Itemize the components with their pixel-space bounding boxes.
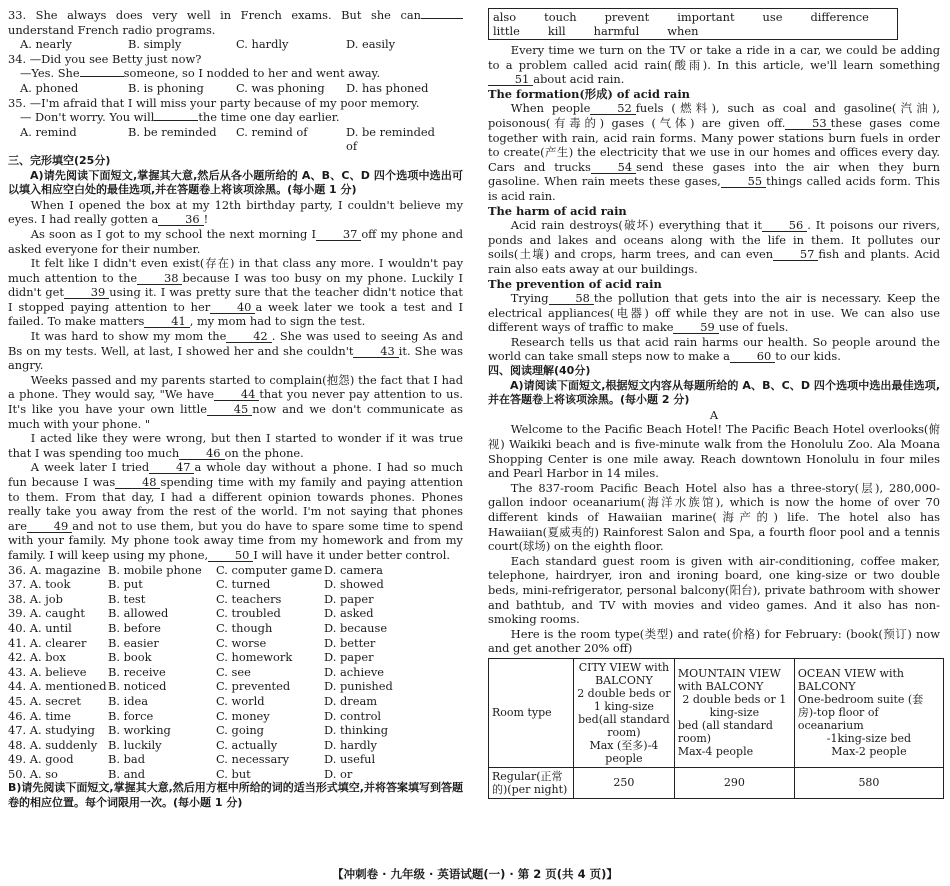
- blank-41: 41: [144, 315, 189, 328]
- option-row: [8, 752, 463, 767]
- word-box-item: difference: [810, 10, 869, 24]
- text: Research tells us that acid rain harms our health. So people around the world can take small steps now to make a: [488, 334, 940, 364]
- word-box-item: also: [493, 10, 517, 24]
- option-row: [8, 694, 463, 709]
- text: . It poisons our rivers, ponds and lakes and oceans along with the life in them. It pollutes our soils(土壤) and crops, harm trees, and can even: [488, 218, 940, 262]
- cloze-paragraph-3: [8, 256, 463, 329]
- option: B. put: [108, 577, 143, 592]
- option: 40. A. until: [8, 620, 72, 635]
- option: 48. A. suddenly: [8, 737, 98, 752]
- heading-harm: The harm of acid rain: [488, 203, 627, 218]
- option: D. hardly: [324, 737, 377, 752]
- word-box-item: kill: [547, 24, 566, 38]
- text: that you never pay attention to us. It's like you have your own little: [8, 387, 463, 417]
- q33-stem-end: understand French radio programs.: [8, 22, 216, 37]
- text: fuels (燃料), such as coal and gasoline(汽油), poisonous(有毒的) gases (气体) are given off.: [488, 101, 941, 130]
- cell-line: bed(all standard room): [578, 712, 670, 739]
- text: on the phone.: [224, 445, 304, 460]
- option: C. see: [216, 664, 251, 679]
- word-box-item: use: [762, 10, 783, 24]
- option: B. bad: [108, 752, 145, 767]
- q35-stem: — Don't worry. You will: [20, 110, 155, 125]
- table-row: [489, 767, 944, 798]
- option: D. paper: [324, 591, 374, 606]
- option: B. idea: [108, 693, 149, 708]
- option: C. money: [216, 708, 270, 723]
- heading-prevention: The prevention of acid rain: [488, 276, 662, 291]
- option-row: [8, 665, 463, 680]
- text: use of fuels.: [718, 320, 789, 335]
- q35-options: [20, 125, 463, 154]
- text: , my mom had to sign the test.: [189, 314, 366, 329]
- cloze-paragraph-5: [8, 373, 463, 431]
- q33-options: [20, 37, 463, 52]
- blank-40: 40: [210, 301, 255, 314]
- table-row: [489, 658, 944, 767]
- blank-60: 60: [730, 350, 775, 363]
- q35-blank: [154, 120, 198, 121]
- option: B. easier: [108, 635, 159, 650]
- cell-line: MOUNTAIN VIEW with BALCONY: [677, 667, 781, 694]
- blank-44: 44: [214, 388, 259, 401]
- cloze-options-list: [8, 563, 463, 782]
- option: A. remind: [20, 124, 77, 139]
- option: D. useful: [324, 752, 376, 767]
- section-3-title: 三、完形填空(25分): [8, 153, 111, 167]
- option: 36. A. magazine: [8, 562, 101, 577]
- price-ocean-view: 580: [794, 767, 943, 798]
- text: it. She was angry.: [8, 343, 463, 373]
- option: B. mobile phone: [108, 562, 202, 577]
- text: off my phone and asked everyone for their number.: [8, 226, 464, 256]
- option-row: [8, 709, 463, 724]
- cell-line: 2 double beds or 1 king-size: [682, 693, 787, 720]
- blank-56: 56: [762, 219, 807, 232]
- acid-intro: [488, 43, 940, 87]
- hotel-paragraph-3: Each standard guest room is given with air-conditioning, coffee maker, telephone, hairdryer, iron and ironing board, one king-size or two double beds, mini-refrigerator, personal balcony(阳台), private bathroom with shower and bathtub, and TV with movies and video games. And it also has non-smoking rooms.: [488, 553, 940, 627]
- section-4-instructions: A)请阅读下面短文,根据短文内容从每题所给的 A、B、C、D 四个选项中选出最佳选项,并在答题卷上将该项涂黑。(每小题 2 分): [488, 378, 940, 407]
- mountain-view-cell: [674, 658, 794, 767]
- blank-55: 55: [721, 175, 766, 188]
- blank-46: 46: [179, 447, 224, 460]
- section-4-title: 四、阅读理解(40分): [488, 364, 591, 378]
- option: B. allowed: [108, 606, 169, 621]
- q35-stem-end: the time one day earlier.: [198, 110, 340, 125]
- option: B. is phoning: [128, 80, 204, 95]
- option: B. noticed: [108, 679, 167, 694]
- option: A. phoned: [20, 80, 79, 95]
- cell-line: One-bedroom suite (套房)-top floor of oceanarium: [797, 693, 924, 733]
- option: 49. A. good: [8, 752, 74, 767]
- option: D. asked: [324, 606, 374, 621]
- option: 38. A. job: [8, 591, 63, 606]
- option: C. necessary: [216, 752, 290, 767]
- option-row: [8, 563, 463, 578]
- row-header-regular: Regular(正常的)(per night): [489, 767, 574, 798]
- word-box-item: little: [493, 24, 520, 38]
- option: B. receive: [108, 664, 166, 679]
- blank-47: 47: [149, 461, 194, 474]
- option-row: [8, 679, 463, 694]
- cell-line: Max-4 people: [677, 745, 754, 759]
- text: because I was too busy on my phone. Luckily I didn't get: [8, 270, 463, 300]
- option: D. better: [324, 635, 376, 650]
- cell-line: -1king-size bed: [826, 732, 912, 746]
- option: D. dream: [324, 693, 378, 708]
- option: B. book: [108, 650, 152, 665]
- option: 45. A. secret: [8, 693, 81, 708]
- word-box-item: when: [667, 24, 699, 38]
- option-row: [8, 621, 463, 636]
- word-box-item: important: [677, 10, 735, 24]
- text: now and we don't communicate as much with your phone. ": [8, 402, 463, 431]
- text: to our kids.: [775, 349, 841, 364]
- option: C. going: [216, 723, 264, 738]
- option: D. easily: [346, 37, 396, 52]
- q33-blank: [421, 18, 463, 19]
- text: I will have it under better control.: [253, 547, 451, 562]
- text: using it. I was pretty sure that the teacher didn't notice that I stopped paying attention to her: [8, 285, 463, 314]
- q35-line2: [20, 110, 463, 125]
- blank-39: 39: [64, 286, 109, 299]
- text: Every time we turn on the TV or take a ride in a car, we could be adding to a problem called acid rain(酸雨). In this article, we'll learn something: [488, 43, 940, 72]
- option: D. has phoned: [346, 80, 429, 95]
- blank-53: 53: [785, 117, 830, 130]
- passage-label: A: [709, 407, 719, 422]
- blank-36: 36: [158, 213, 203, 226]
- option: B. force: [108, 708, 154, 723]
- right-column: [488, 8, 940, 799]
- option: D. paper: [324, 650, 374, 665]
- option: 43. A. believe: [8, 664, 87, 679]
- option-row: [8, 606, 463, 621]
- cloze-paragraph-1: [8, 198, 463, 227]
- question-33: [8, 8, 463, 37]
- hotel-paragraph-1: Welcome to the Pacific Beach Hotel! The Pacific Beach Hotel overlooks(俯视) Waikiki beach and is five-minute walk from the Honolulu Zoo. Ala Moana Shopping Center is one mile away. Reach downtown Honolulu in four miles and Pearl Harbor in 14 miles.: [488, 422, 940, 481]
- text: When I opened the box at my 12th birthday party, I couldn't believe my eyes. I had really gotten a: [8, 197, 463, 227]
- q34-line2: [20, 66, 463, 81]
- acid-prevention-paragraph: [488, 291, 940, 335]
- q34-options: [20, 81, 463, 96]
- heading-formation: The formation(形成) of acid rain: [488, 86, 690, 101]
- word-box: [488, 8, 898, 40]
- option-row: [8, 723, 463, 738]
- option: D. because: [324, 620, 388, 635]
- hotel-paragraph-2: The 837-room Pacific Beach Hotel also has a three-story(层), 280,000-gallon indoor oceanarium(海洋水族馆), which is now the home of over 70 different kinds of Hawaiian marine(海产的) life. The hotel also has Hawaiian(夏威夷的) Rainforest Salon and Spa, a fourth floor pool and a tennis court(球场) on the eighth floor.: [488, 480, 940, 554]
- cell-line: 2 double beds or 1 king-size: [577, 686, 671, 713]
- option: 41. A. clearer: [8, 635, 87, 650]
- text: the pollution that gets into the air is necessary. Keep the electrical appliances(电器) off while they are not in use. We can also use different ways of traffic to make: [488, 291, 940, 335]
- ocean-view-cell: [794, 658, 943, 767]
- option: 37. A. took: [8, 577, 71, 592]
- blank-50: 50: [208, 549, 253, 562]
- blank-45: 45: [207, 403, 252, 416]
- cell-line: Max (至多)-4 people: [589, 738, 659, 765]
- text: It felt like I didn't even exist(存在) in that class any more. I wouldn't pay much attention to the: [8, 256, 463, 285]
- word-box-item: prevent: [604, 10, 650, 24]
- blank-58: 58: [549, 292, 594, 305]
- blank-43: 43: [353, 345, 398, 358]
- option: B. working: [108, 723, 171, 738]
- option: C. teachers: [216, 591, 282, 606]
- option: C. actually: [216, 737, 278, 752]
- word-box-item: harmful: [593, 24, 640, 38]
- text: things called acids form. This is acid rain.: [488, 174, 940, 203]
- option: B. luckily: [108, 737, 162, 752]
- text: !: [203, 212, 209, 227]
- cell-line: OCEAN VIEW with BALCONY: [797, 667, 904, 694]
- blank-59: 59: [673, 321, 718, 334]
- text: . She was used to seeing As and Bs on my tests. Well, at last, I showed her and she couldn't: [8, 329, 463, 358]
- option: C. worse: [216, 635, 267, 650]
- cell-line: CITY VIEW with BALCONY: [578, 660, 670, 687]
- option: C. but: [216, 766, 251, 781]
- text: Weeks passed and my parents started to complain(抱怨) the fact that I had a phone. They would say, "We have: [8, 372, 463, 402]
- price-mountain-view: 290: [674, 767, 794, 798]
- text: spending time with my family and paying attention to them. From that day, I had a different opinion towards phones. Phones really take you away from the rest of the world. I'm not saying that phones are: [8, 475, 463, 533]
- text: and not to use them, but you do have to spare some time to spend with your family. My phone took away time from my homework and from my family. I will keep using my phone,: [8, 518, 463, 562]
- option: C. was phoning: [236, 80, 325, 95]
- option-row: [8, 767, 463, 782]
- option: B. be reminded: [128, 124, 217, 139]
- option-row: [8, 592, 463, 607]
- option: D. showed: [324, 577, 384, 592]
- blank-52: 52: [590, 102, 635, 115]
- option: C. homework: [216, 650, 293, 665]
- option: B. test: [108, 591, 146, 606]
- cloze-paragraph-2: [8, 227, 463, 256]
- blank-54: 54: [591, 161, 636, 174]
- blank-49: 49: [27, 520, 72, 533]
- option: 39. A. caught: [8, 606, 85, 621]
- section-3a-instructions: A)请先阅读下面短文,掌握其大意,然后从各小题所给的 A、B、C、D 四个选项中选出可以填入相应空白处的最佳选项,并在答题卷上将该项涂黑。(每小题 1 分): [8, 168, 463, 197]
- option: B. simply: [128, 37, 182, 52]
- blank-51: 51: [488, 73, 533, 86]
- option-row: [8, 650, 463, 665]
- acid-harm-paragraph: [488, 218, 940, 276]
- text: A week later I tried: [30, 460, 150, 475]
- row-header-room-type: Room type: [489, 658, 574, 767]
- cloze-paragraph-6: [8, 431, 463, 460]
- q33-stem: 33. She always does very well in French exams. But she can: [8, 8, 421, 22]
- text: a whole day without a phone. I had so much fun because I was: [8, 460, 463, 489]
- option: C. prevented: [216, 679, 291, 694]
- option: A. nearly: [20, 37, 72, 52]
- cloze-paragraph-4: [8, 329, 463, 373]
- text: It was hard to show my mom the: [30, 329, 227, 344]
- word-box-item: touch: [544, 10, 577, 24]
- q34-blank: [80, 76, 124, 77]
- acid-research-paragraph: [488, 335, 940, 364]
- option: 50. A. so: [8, 766, 58, 781]
- option-row: [8, 636, 463, 651]
- text: send these gases into the air when they burn gasoline. When rain meets these gases,: [488, 159, 941, 189]
- option-row: [8, 738, 463, 753]
- hotel-paragraph-4: Here is the room type(类型) and rate(价格) for February: (book(预订) now and get another 20% off): [488, 626, 940, 656]
- text: about acid rain.: [533, 72, 625, 87]
- q35-line1: 35. —I'm afraid that I will miss your party because of my poor memory.: [8, 95, 420, 110]
- acid-formation-paragraph: [488, 101, 940, 203]
- blank-42: 42: [226, 330, 271, 343]
- option: C. troubled: [216, 606, 281, 621]
- option: 47. A. studying: [8, 723, 95, 738]
- price-city-view: 250: [574, 767, 675, 798]
- text: When people: [510, 101, 591, 116]
- option: C. remind of: [236, 124, 308, 139]
- option: D. camera: [324, 562, 383, 577]
- option: B. and: [108, 766, 146, 781]
- blank-38: 38: [137, 272, 182, 285]
- cloze-paragraph-7: [8, 460, 463, 562]
- option: C. though: [216, 620, 273, 635]
- cell-line: Max-2 people: [831, 745, 907, 759]
- option: D. control: [324, 708, 382, 723]
- q34-stem: —Yes. She: [20, 66, 80, 81]
- q34-line1: 34. —Did you see Betty just now?: [8, 51, 202, 66]
- option: C. turned: [216, 577, 271, 592]
- option: C. world: [216, 693, 265, 708]
- text: these gases come together with rain, acid rain forms. Many power stations burn fuels in order to create(产生) the electricity that we use in our homes and offices every day. Cars and trucks: [488, 115, 941, 174]
- option-row: [8, 577, 463, 592]
- q34-stem-end: someone, so I nodded to her and went away.: [123, 66, 381, 81]
- option: C. hardly: [236, 37, 289, 52]
- option: 46. A. time: [8, 708, 71, 723]
- cell-line: bed (all standard room): [677, 719, 773, 746]
- option: D. thinking: [324, 723, 389, 738]
- city-view-cell: [574, 658, 675, 767]
- left-column: [8, 8, 463, 811]
- option: D. be reminded of: [346, 124, 435, 154]
- text: Trying: [510, 291, 549, 306]
- blank-48: 48: [115, 476, 160, 489]
- option: D. punished: [324, 679, 393, 694]
- page-footer: 【冲刺卷 · 九年级 · 英语试题(一) · 第 2 页(共 4 页)】: [332, 867, 618, 881]
- text: As soon as I got to my school the next morning I: [30, 226, 317, 241]
- text: a week later we took a test and I failed. To make matters: [8, 299, 463, 329]
- blank-57: 57: [773, 248, 818, 261]
- option: 44. A. mentioned: [8, 679, 107, 694]
- room-rate-table: [488, 658, 944, 799]
- text: I acted like they were wrong, but then I started to wonder if it was true that I was spending too much: [8, 431, 463, 460]
- option: C. computer game: [216, 562, 323, 577]
- option: D. or: [324, 766, 353, 781]
- section-3b-instructions: B)请先阅读下面短文,掌握其大意,然后用方框中所给的词的适当形式填空,并将答案填写到答题卷的相应位置。每个词限用一次。(每小题 1 分): [8, 781, 463, 810]
- option: 42. A. box: [8, 650, 66, 665]
- blank-37: 37: [316, 228, 361, 241]
- text: Acid rain destroys(破坏) everything that it: [510, 218, 762, 233]
- text: fish and plants. Acid rain also eats away at our buildings.: [488, 247, 940, 276]
- option: B. before: [108, 620, 161, 635]
- option: D. achieve: [324, 664, 385, 679]
